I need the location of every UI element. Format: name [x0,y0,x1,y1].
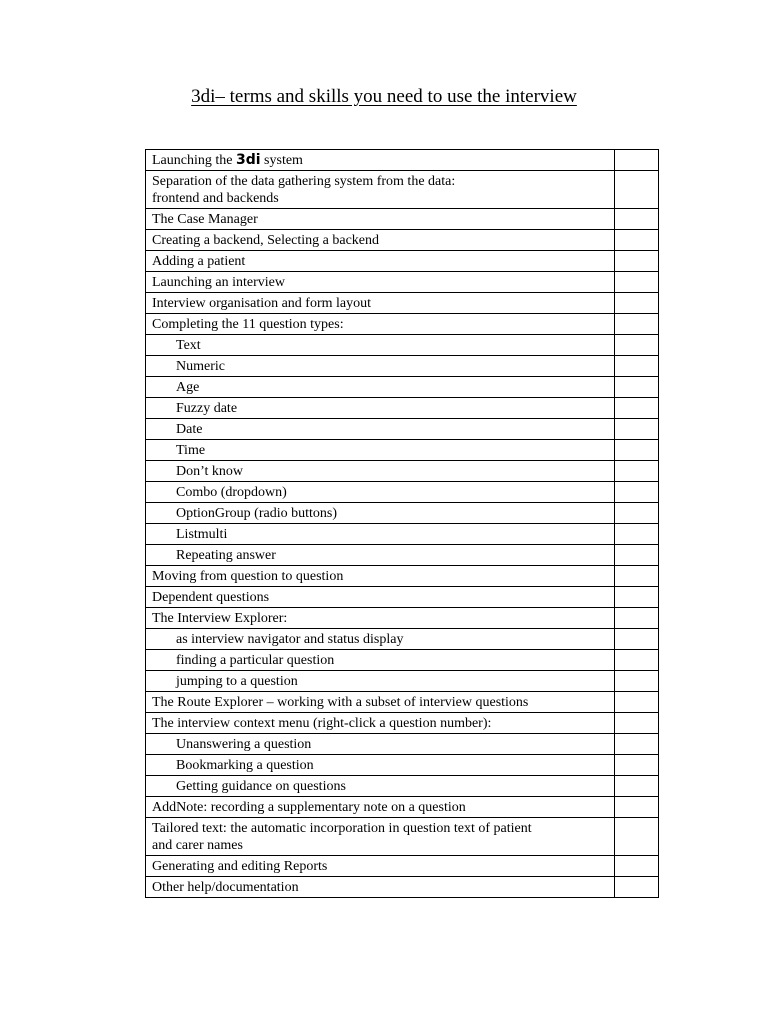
table-row [146,877,659,898]
table-row [146,524,659,545]
checkbox-cell[interactable] [614,150,658,171]
checkbox-cell[interactable] [614,629,658,650]
table-row [146,545,659,566]
table-row [146,314,659,335]
item-text: Dependent questions [152,590,270,605]
item-label [146,566,615,587]
sub-item-text: Date [176,422,203,437]
checkbox-cell[interactable] [614,877,658,898]
checkbox-cell[interactable] [614,461,658,482]
table-row [146,335,659,356]
item-label [146,776,615,797]
table-row [146,377,659,398]
item-label [146,856,615,877]
item-label [146,713,615,734]
page-title: 3di– terms and skills you need to use the interview [191,86,577,107]
brand-name: 3di [235,152,261,168]
item-label [146,440,615,461]
item-label [146,314,615,335]
table-row [146,713,659,734]
table-row [146,356,659,377]
checkbox-cell[interactable] [614,251,658,272]
item-label [146,734,615,755]
item-label [146,650,615,671]
table-row [146,209,659,230]
checkbox-cell[interactable] [614,650,658,671]
checkbox-cell[interactable] [614,713,658,734]
sub-item-text: finding a particular question [176,653,335,668]
item-label [146,230,615,251]
table-row [146,293,659,314]
item-text-continuation: frontend and backends [152,191,279,206]
checklist-body [146,150,659,898]
sub-item-text: Listmulti [176,527,228,542]
table-row [146,818,659,856]
item-label [146,877,615,898]
item-label [146,209,615,230]
sub-item-text: Time [176,443,206,458]
checkbox-cell[interactable] [614,671,658,692]
item-text-continuation: and carer names [152,838,243,853]
checkbox-cell[interactable] [614,272,658,293]
item-label [146,356,615,377]
table-row [146,272,659,293]
sub-item-text: Bookmarking a question [176,758,314,773]
checkbox-cell[interactable] [614,524,658,545]
checkbox-cell[interactable] [614,482,658,503]
item-label [146,335,615,356]
item-text: Generating and editing Reports [152,859,328,874]
item-text: Tailored text: the automatic incorporation in question text of patient [152,821,532,836]
table-row [146,587,659,608]
checkbox-cell[interactable] [614,171,658,209]
table-row [146,856,659,877]
sub-item-text: Repeating answer [176,548,276,563]
sub-item-text: as interview navigator and status display [176,632,404,647]
item-label [146,419,615,440]
item-text: Separation of the data gathering system from the data: [152,174,456,189]
item-label [146,171,615,209]
table-row [146,440,659,461]
sub-item-text: OptionGroup (radio buttons) [176,506,337,521]
checkbox-cell[interactable] [614,797,658,818]
item-text: Moving from question to question [152,569,344,584]
sub-item-text: Unanswering a question [176,737,312,752]
item-label-prefix: Launching the [152,153,236,168]
item-label [146,587,615,608]
checkbox-cell[interactable] [614,587,658,608]
checkbox-cell[interactable] [614,293,658,314]
item-label [146,608,615,629]
sub-item-text: Getting guidance on questions [176,779,346,794]
sub-item-text: Numeric [176,359,225,374]
item-label [146,503,615,524]
table-row [146,230,659,251]
item-label [146,629,615,650]
checkbox-cell[interactable] [614,734,658,755]
item-label [146,797,615,818]
sub-item-text: jumping to a question [176,674,298,689]
item-label [146,524,615,545]
item-text: Interview organisation and form layout [152,296,372,311]
table-row [146,419,659,440]
checkbox-cell[interactable] [614,856,658,877]
checkbox-cell[interactable] [614,209,658,230]
item-label-suffix: system [260,153,303,168]
table-row [146,629,659,650]
sub-item-text: Age [176,380,200,395]
item-text: Launching an interview [152,275,285,290]
checkbox-cell[interactable] [614,440,658,461]
item-label [146,755,615,776]
item-label [146,482,615,503]
table-row [146,171,659,209]
item-text: The Case Manager [152,212,258,227]
checkbox-cell[interactable] [614,230,658,251]
checkbox-cell[interactable] [614,503,658,524]
item-text: Adding a patient [152,254,246,269]
checkbox-cell[interactable] [614,545,658,566]
item-label [146,398,615,419]
item-text: The Interview Explorer: [152,611,288,626]
checkbox-cell[interactable] [614,398,658,419]
item-text: Completing the 11 question types: [152,317,344,332]
checkbox-cell[interactable] [614,818,658,856]
item-text: The interview context menu (right-click a question number): [152,716,492,731]
item-label [146,293,615,314]
table-row [146,671,659,692]
checkbox-cell[interactable] [614,608,658,629]
checkbox-cell[interactable] [614,566,658,587]
sub-item-text: Text [176,338,201,353]
checkbox-cell[interactable] [614,356,658,377]
item-text: The Route Explorer – working with a subset of interview questions [152,695,529,710]
item-label [146,818,615,856]
table-row [146,608,659,629]
table-row [146,797,659,818]
item-label [146,545,615,566]
table-row [146,150,659,171]
item-text: Creating a backend, Selecting a backend [152,233,380,248]
item-label [146,692,615,713]
table-row [146,776,659,797]
table-row [146,755,659,776]
checkbox-cell[interactable] [614,776,658,797]
table-row [146,566,659,587]
table-row [146,734,659,755]
table-row [146,251,659,272]
item-text: Other help/documentation [152,880,299,895]
table-row [146,503,659,524]
checkbox-cell[interactable] [614,335,658,356]
table-row [146,461,659,482]
table-row [146,482,659,503]
table-row [146,650,659,671]
item-label [146,377,615,398]
checkbox-cell[interactable] [614,755,658,776]
sub-item-text: Combo (dropdown) [176,485,287,500]
sub-item-text: Don’t know [176,464,244,479]
skills-checklist-table [145,149,659,898]
checkbox-cell[interactable] [614,692,658,713]
item-label [146,251,615,272]
item-label [146,461,615,482]
checkbox-cell[interactable] [614,314,658,335]
sub-item-text: Fuzzy date [176,401,238,416]
checkbox-cell[interactable] [614,419,658,440]
checkbox-cell[interactable] [614,377,658,398]
item-label [146,272,615,293]
item-label [146,150,615,171]
item-text: AddNote: recording a supplementary note on a question [152,800,466,815]
table-row [146,692,659,713]
table-row [146,398,659,419]
item-label [146,671,615,692]
